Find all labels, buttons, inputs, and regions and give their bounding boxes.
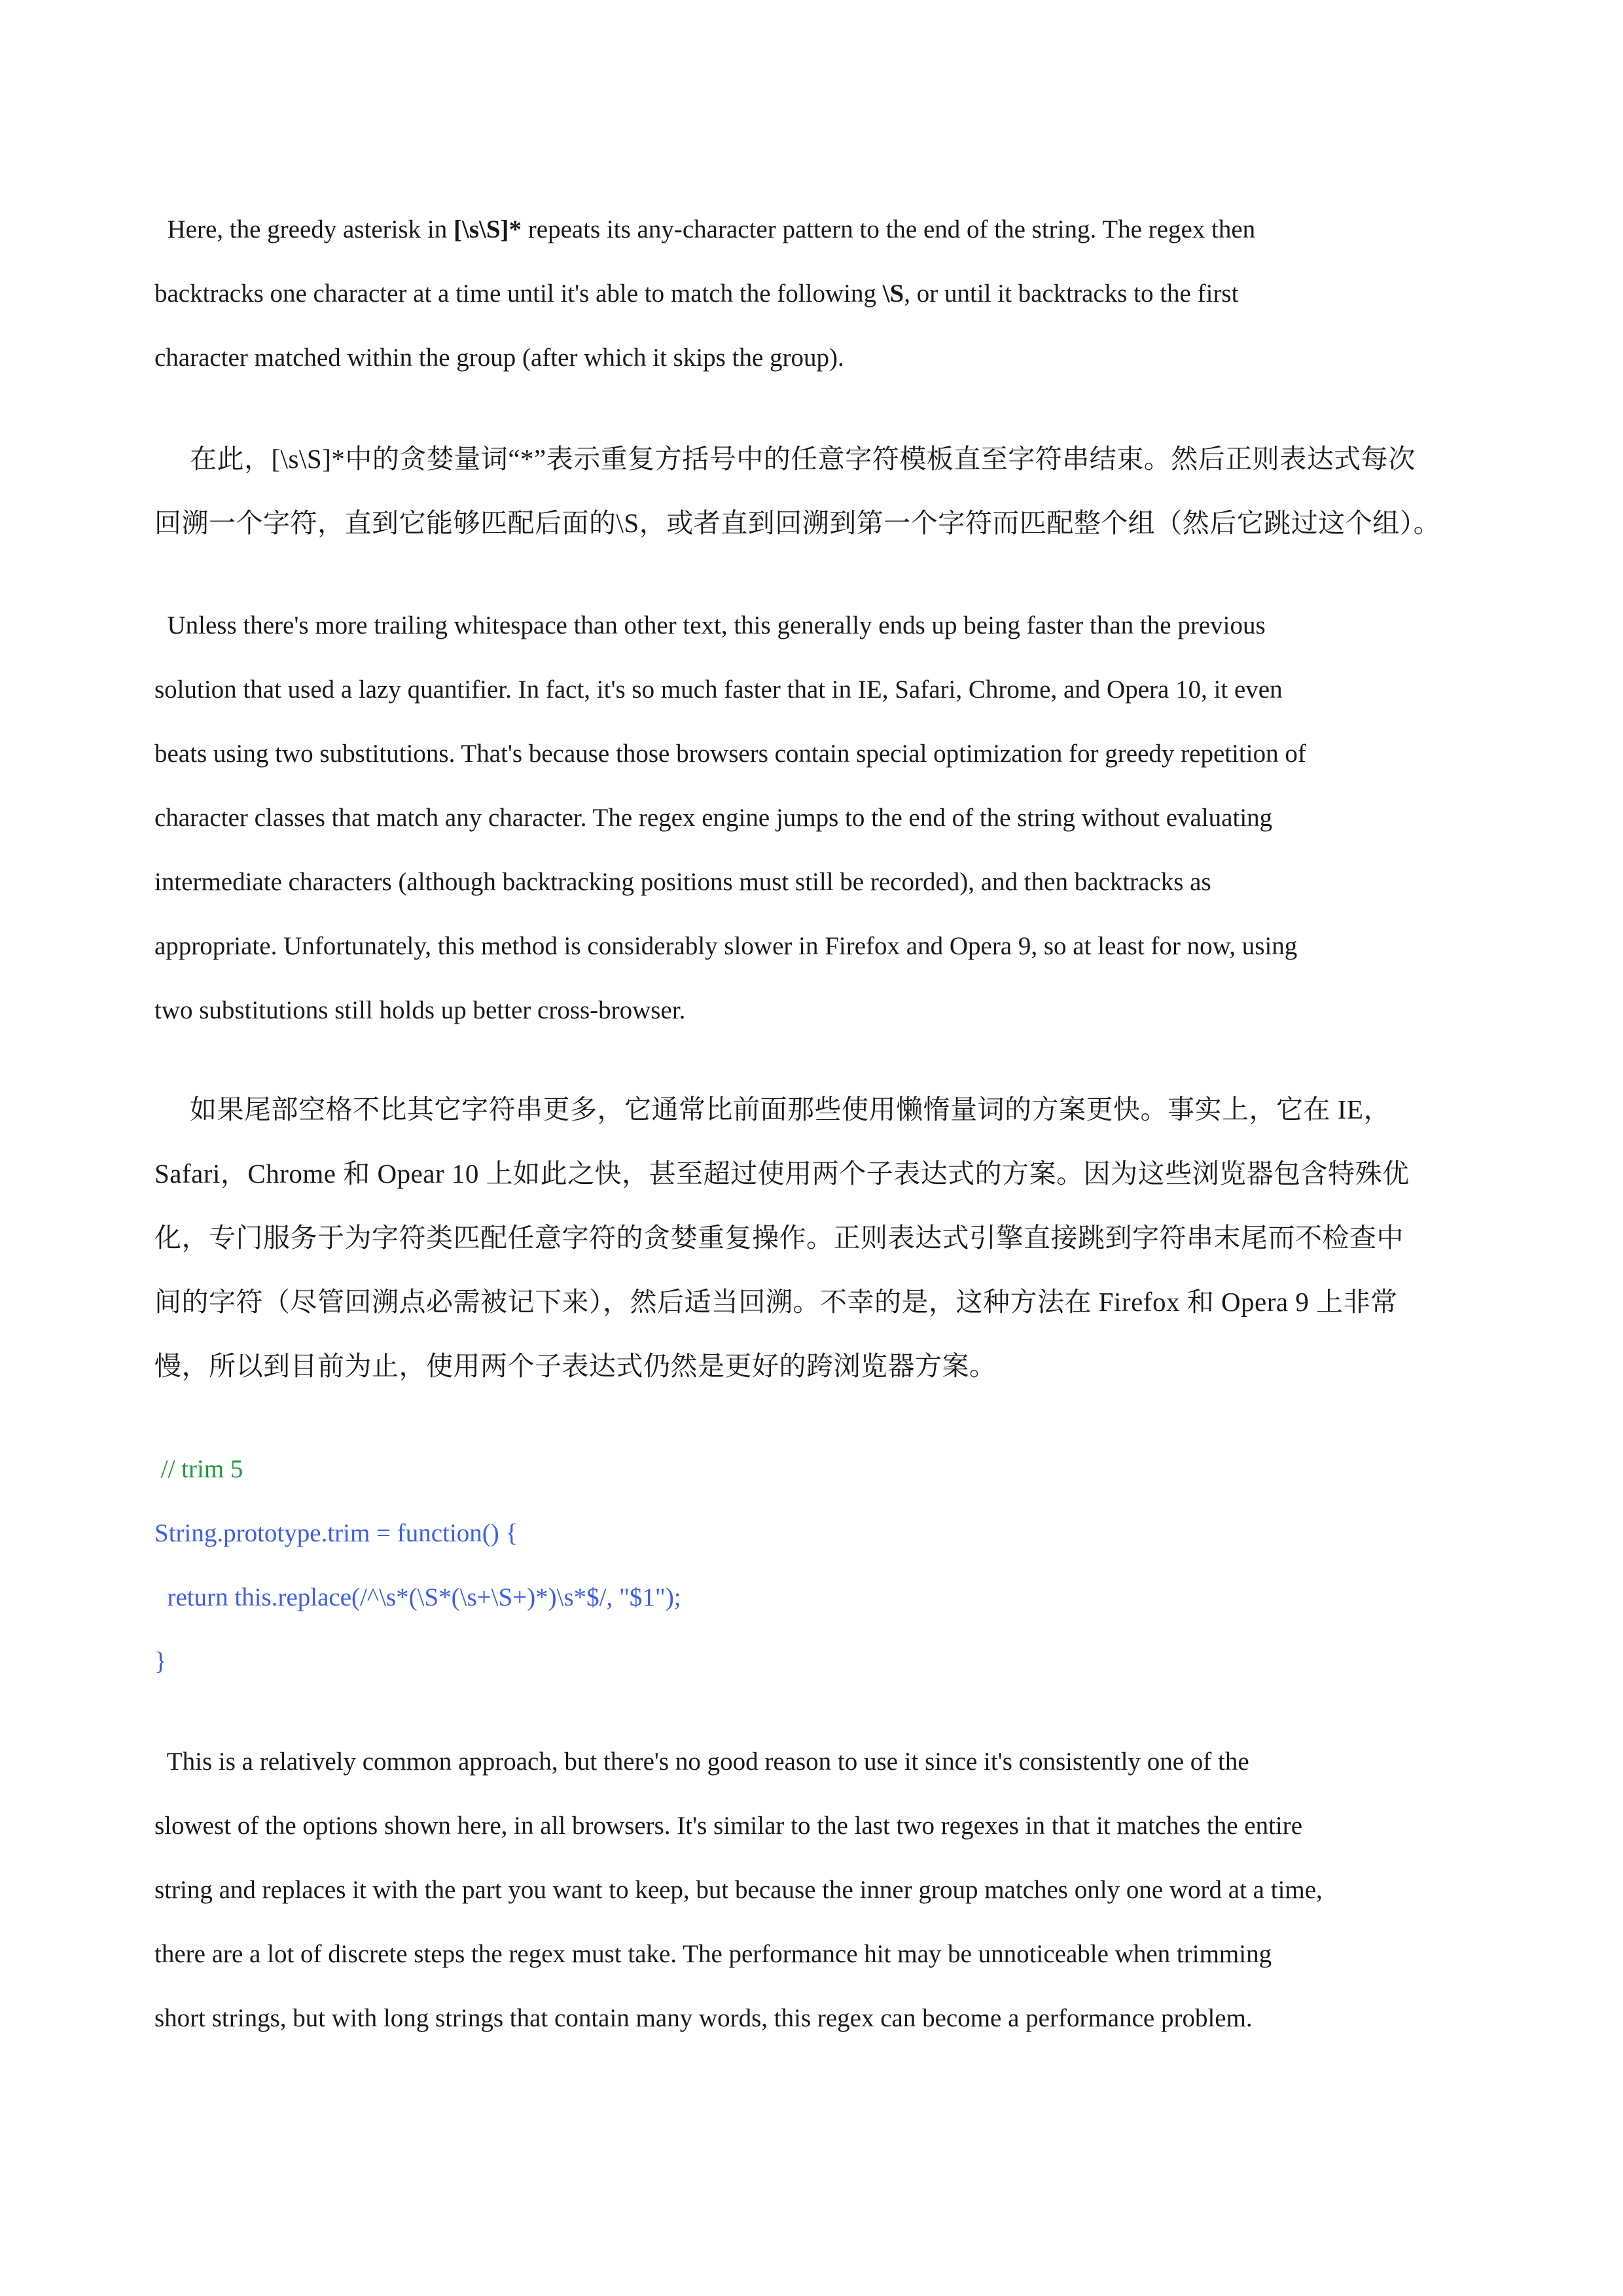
text-line: string and replaces it with the part you want to keep, but because the inner group matches only one word at a time,: [154, 1876, 1323, 1904]
text-line: 间的字符（尽管回溯点必需被记下来），然后适当回溯。不幸的是，这种方法在 Firefox 和 Opera 9 上非常: [154, 1287, 1398, 1317]
text-line: character matched within the group (after which it skips the group).: [154, 344, 844, 372]
code-line: }: [154, 1647, 167, 1676]
text-run: repeats its any-character pattern to the end of the string. The regex then: [522, 215, 1256, 243]
text-line: character classes that match any character. The regex engine jumps to the end of the string without evaluating: [154, 804, 1273, 832]
text-line: appropriate. Unfortunately, this method is considerably slower in Firefox and Opera 9, so at least for now, using: [154, 932, 1298, 960]
code-block: [154, 1437, 1475, 1694]
text-run: Here, the greedy asterisk in: [154, 215, 454, 243]
text-run: backtracks one character at a time until it's able to match the following: [154, 279, 883, 308]
paragraph-greedy-asterisk: [154, 198, 1475, 390]
text-line: 回溯一个字符，直到它能够匹配后面的\S，或者直到回溯到第一个字符而匹配整个组（然后它跳过这个组）。: [154, 508, 1441, 538]
text-line: 如果尾部空格不比其它字符串更多，它通常比前面那些使用懒惰量词的方案更快。事实上，它在 IE，: [190, 1094, 1391, 1124]
text-line: This is a relatively common approach, but there's no good reason to use it since it's consistently one of the: [154, 1748, 1249, 1776]
paragraph-common-approach: [154, 1730, 1475, 2051]
text-run: , or until it backtracks to the first: [904, 279, 1239, 308]
text-line: short strings, but with long strings that contain many words, this regex can become a performance problem.: [154, 2004, 1253, 2032]
paragraph-greedy-asterisk-zh: [154, 427, 1475, 555]
code-comment: // trim 5: [154, 1455, 243, 1483]
paragraph-trailing-whitespace-zh: [154, 1077, 1475, 1398]
text-line: Safari，Chrome 和 Opear 10 上如此之快，甚至超过使用两个子表达式的方案。因为这些浏览器包含特殊优: [154, 1158, 1410, 1189]
regex-bold: [\s\S]*: [454, 215, 522, 243]
paragraph-trailing-whitespace: [154, 594, 1475, 1043]
text-line: slowest of the options shown here, in all browsers. It's similar to the last two regexes in that it matches the entire: [154, 1812, 1303, 1840]
text-line: solution that used a lazy quantifier. In fact, it's so much faster that in IE, Safari, Chrome, and Opera 10, it even: [154, 675, 1283, 704]
text-line: [154, 198, 1475, 262]
text-line: 在此，[\s\S]*中的贪婪量词“*”表示重复方括号中的任意字符模板直至字符串结束。然后正则表达式每次: [190, 444, 1416, 474]
text-line: intermediate characters (although backtracking positions must still be recorded), and then backtracks as: [154, 868, 1211, 896]
text-line: Unless there's more trailing whitespace than other text, this generally ends up being faster than the previous: [154, 611, 1266, 639]
code-line: return this.replace(/^\s*(\S*(\s+\S+)*)\s*$/, "$1");: [154, 1583, 681, 1611]
text-line: beats using two substitutions. That's because those browsers contain special optimization for greedy repetition of: [154, 740, 1306, 768]
regex-bold: \S: [882, 279, 904, 308]
text-line: two substitutions still holds up better cross-browser.: [154, 996, 686, 1024]
text-line: [154, 262, 1475, 326]
code-line: String.prototype.trim = function() {: [154, 1519, 518, 1547]
text-line: 慢，所以到目前为止，使用两个子表达式仍然是更好的跨浏览器方案。: [154, 1351, 997, 1381]
text-line: 化，专门服务于为字符类匹配任意字符的贪婪重复操作。正则表达式引擎直接跳到字符串末尾而不检查中: [154, 1223, 1404, 1253]
text-line: there are a lot of discrete steps the regex must take. The performance hit may be unnoticeable when trimming: [154, 1940, 1272, 1968]
